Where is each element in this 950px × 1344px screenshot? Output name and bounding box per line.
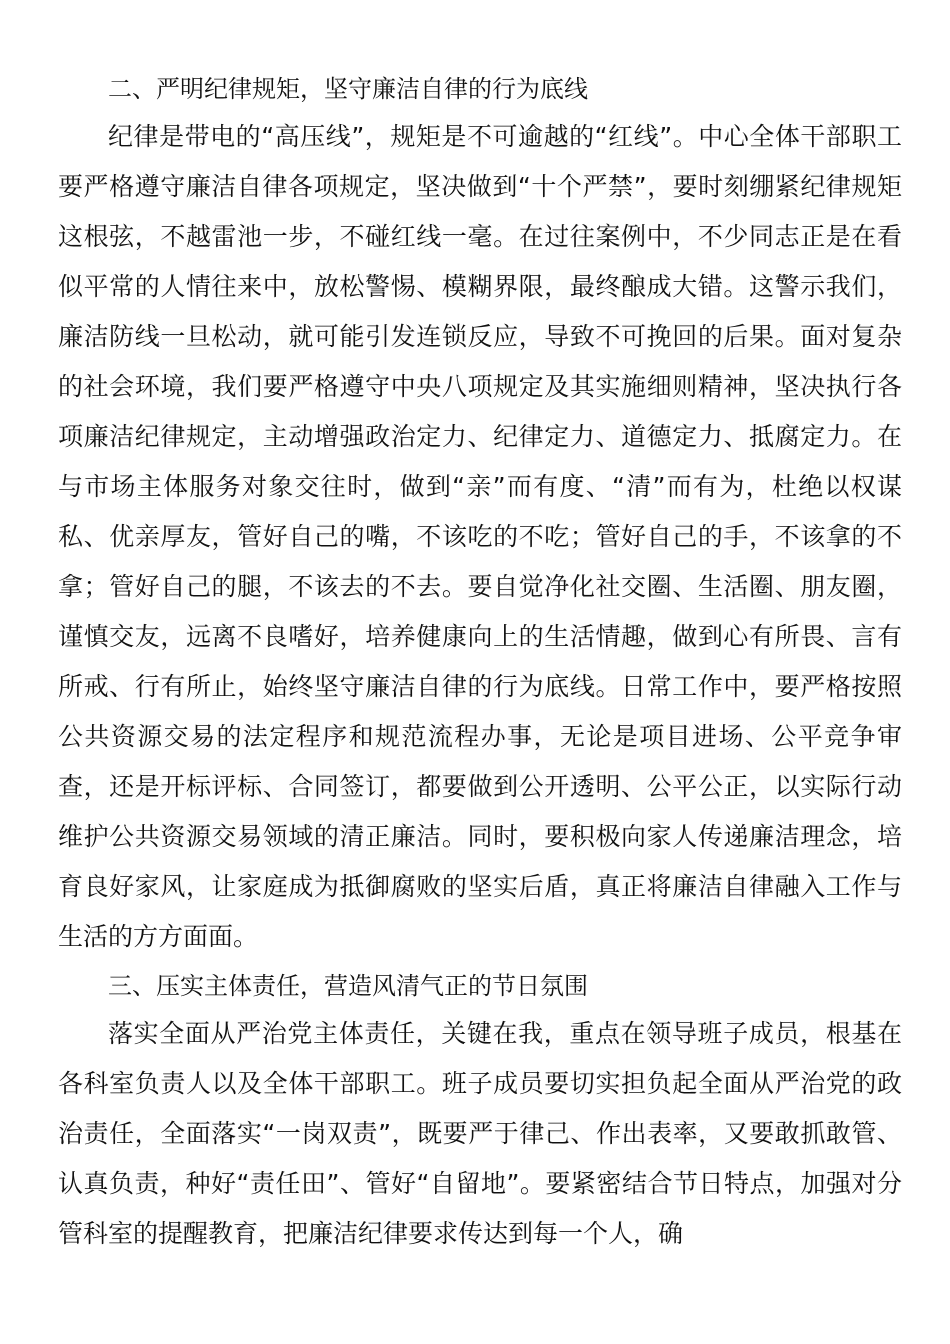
section-3-paragraph: 落实全面从严治党主体责任，关键在我，重点在领导班子成员，根基在各科室负责人以及全体干部职工。班子成员要切实担负起全面从严治党的政治责任，全面落实“一岗双责”，既要严于律己、作出表率，又要敢抓敢管、认真负责，种好“责任田”、管好“自留地”。要紧密结合节日特点，加强对分管科室的提醒教育，把廉洁纪律要求传达到每一个人，确	[58, 1019, 902, 1248]
section-2-paragraph: 纪律是带电的“高压线”，规矩是不可逾越的“红线”。中心全体干部职工要严格遵守廉洁自律各项规定，坚决做到“十个严禁”，要时刻绷紧纪律规矩这根弦，不越雷池一步，不碰红线一毫。在过往案例中，不少同志正是在看似平常的人情往来中，放松警惕、模糊界限，最终酿成大错。这警示我们，廉洁防线一旦松动，就可能引发连锁反应，导致不可挽回的后果。面对复杂的社会环境，我们要严格遵守中央八项规定及其实施细则精神，坚决执行各项廉洁纪律规定，主动增强政治定力、纪律定力、道德定力、抵腐定力。在与市场主体服务对象交往时，做到“亲”而有度、“清”而有为，杜绝以权谋私、优亲厚友，管好自己的嘴，不该吃的不吃；管好自己的手，不该拿的不拿；管好自己的腿，不该去的不去。要自觉净化社交圈、生活圈、朋友圈，谨慎交友，远离不良嗜好，培养健康向上的生活情趣，做到心有所畏、言有所戒、行有所止，始终坚守廉洁自律的行为底线。日常工作中，要严格按照公共资源交易的法定程序和规范流程办事，无论是项目进场、公平竞争审查，还是开标评标、合同签订，都要做到公开透明、公平公正，以实际行动维护公共资源交易领域的清正廉洁。同时，要积极向家人传递廉洁理念，培育良好家风，让家庭成为抵御腐败的坚实后盾，真正将廉洁自律融入工作与生活的方方面面。	[58, 122, 902, 951]
section-3-heading: 三、压实主体责任，营造风清气正的节日氛围	[108, 972, 588, 1000]
section-2-heading: 二、严明纪律规矩，坚守廉洁自律的行为底线	[108, 75, 588, 103]
